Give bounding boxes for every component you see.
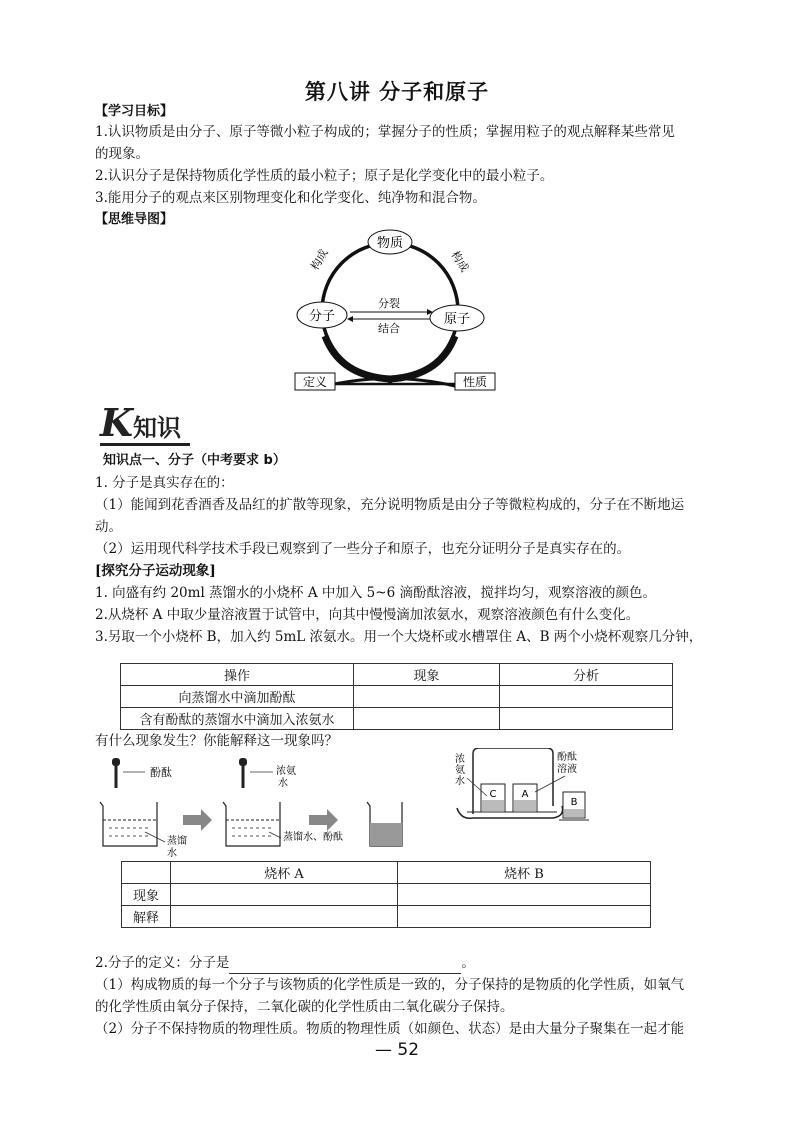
logo-text: 知识 — [133, 414, 182, 442]
goal-line: 的现象。 — [95, 146, 149, 162]
split-label: 分裂 — [378, 297, 400, 310]
definition-text: （2）分子不保持物质的物理性质。物质的物理性质（如颜色、状态）是由大量分子聚集在一起才能 — [95, 1021, 685, 1037]
goal-line: 2.认识分子是保持物质化学性质的最小粒子；原子是化学变化中的最小粒子。 — [95, 168, 554, 184]
table-cell[interactable] — [398, 906, 651, 928]
explore-step: 3.另取一个小烧杯 B，加入约 5mL 浓氨水。用一个大烧杯或水槽罩住 A、B 两个小烧杯观察几分钟， — [95, 629, 703, 645]
table-row — [122, 906, 651, 928]
experiment-table — [120, 663, 673, 730]
logo-k: K — [100, 400, 134, 445]
phenol-label: 酚酞 — [557, 752, 577, 763]
left-arc-label: 构成 — [308, 246, 331, 273]
combine-label: 结合 — [378, 322, 400, 335]
mind-map-diagram — [285, 226, 505, 396]
experiment-figure-right — [447, 748, 602, 833]
table-cell: 解释 — [122, 906, 171, 928]
page-title: 第八讲 分子和原子 — [304, 80, 490, 104]
svg-text:水: 水 — [278, 778, 288, 789]
table-cell: 含有酚酞的蒸馏水中滴加入浓氨水 — [121, 708, 354, 730]
table-cell[interactable] — [354, 686, 500, 708]
beaker-c-label: C — [489, 789, 497, 800]
definition-line: 2.分子的定义：分子是 。 — [95, 952, 705, 974]
knowledge-logo — [100, 400, 190, 446]
dropper2-label: 浓氨 — [276, 766, 296, 777]
dropper1-label: 酚酞 — [150, 766, 172, 779]
table-cell[interactable] — [398, 884, 651, 906]
table-cell[interactable] — [500, 708, 673, 730]
svg-text:溶液: 溶液 — [557, 764, 577, 775]
point1-line: 1. 分子是真实存在的： — [95, 475, 234, 491]
table-header: 烧杯 A — [171, 862, 398, 884]
mindmap-heading: 【思维导图】 — [95, 212, 174, 227]
fill-blank[interactable] — [229, 959, 461, 974]
ammonia-label: 浓 — [455, 754, 465, 765]
definition-text: （1）构成物质的每一个分子与该物质的化学性质是一致的，分子保持的是物质的化学性质，如氧气 — [95, 977, 685, 993]
svg-text:水: 水 — [455, 776, 465, 787]
definition-box-label: 定义 — [302, 375, 328, 389]
page-number: — 52 — [374, 1040, 420, 1060]
right-arc-label: 构成 — [448, 248, 472, 275]
table-cell[interactable] — [500, 686, 673, 708]
table-cell[interactable] — [171, 906, 398, 928]
question-line: 有什么现象发生？你能解释这一现象吗？ — [95, 733, 338, 749]
point1-line: 动。 — [95, 519, 122, 535]
beaker-a-label: A — [521, 789, 529, 800]
table-header: 操作 — [121, 664, 354, 686]
goals-heading: 【学习目标】 — [95, 104, 174, 119]
table-row — [121, 708, 673, 730]
node-atom-label: 原子 — [443, 312, 471, 327]
experiment-figure-left — [95, 754, 440, 859]
goal-line: 1.认识物质是由分子、原子等微小粒子构成的；掌握分子的性质；掌握用粒子的观点解释某些常见 — [95, 124, 675, 140]
table-header — [122, 862, 171, 884]
table-row — [121, 686, 673, 708]
node-matter-label: 物质 — [376, 236, 404, 251]
cycle-bottom-arc — [325, 336, 455, 379]
explore-step: 1. 向盛有约 20ml 蒸馏水的小烧杯 A 中加入 5~6 滴酚酞溶液，搅拌均匀，观察溶液的颜色。 — [95, 585, 656, 601]
svg-text:氨: 氨 — [455, 765, 465, 776]
goal-line: 3.能用分子的观点来区别物理变化和化学变化、纯净物和混合物。 — [95, 190, 486, 206]
explore-step: 2.从烧杯 A 中取少量溶液置于试管中，向其中慢慢滴加浓氨水，观察溶液颜色有什么变化。 — [95, 607, 640, 623]
table-cell[interactable] — [354, 708, 500, 730]
water1-label: 蒸馏 — [167, 836, 187, 847]
beaker-b-label: B — [570, 797, 578, 808]
point1-line: （1）能闻到花香酒香及品红的扩散等现象，充分说明物质是由分子等微粒构成的，分子在不断地运 — [95, 497, 685, 513]
point1-line: （2）运用现代科学技术手段已观察到了一些分子和原子，也充分证明分子是真实存在的。 — [95, 541, 631, 557]
table-header: 烧杯 B — [398, 862, 651, 884]
table-row — [122, 884, 651, 906]
table-cell: 向蒸馏水中滴加酚酞 — [121, 686, 354, 708]
table-cell[interactable] — [171, 884, 398, 906]
property-box-label: 性质 — [462, 375, 488, 389]
svg-text:水: 水 — [167, 848, 177, 859]
definition-text: 的化学性质由氧分子保持，二氧化碳的化学性质由二氧化碳分子保持。 — [95, 999, 514, 1015]
node-molecule-label: 分子 — [308, 309, 336, 324]
table-header: 现象 — [354, 664, 500, 686]
observation-table — [121, 861, 651, 928]
table-header: 分析 — [500, 664, 673, 686]
table-cell: 现象 — [122, 884, 171, 906]
explore-heading: [探究分子运动现象] — [95, 563, 216, 579]
water2-label: 蒸馏水、酚酞 — [283, 832, 343, 843]
point1-heading: 知识点一、分子（中考要求 b） — [103, 453, 286, 468]
